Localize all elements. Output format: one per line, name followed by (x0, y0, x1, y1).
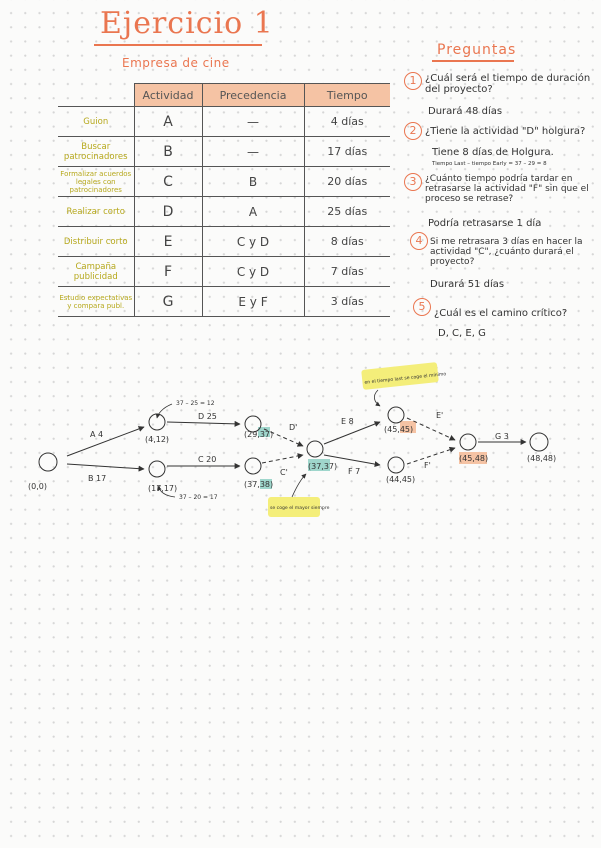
node-label: (17,17) (148, 484, 178, 493)
question-text-4: Si me retrasara 3 días en hacer la actividad "C", ¿cuánto durará el proyecto? (430, 237, 583, 267)
row-activity: B (134, 137, 202, 167)
edge-label: F 7 (348, 467, 361, 476)
note-top: 37 – 25 = 12 (176, 400, 215, 407)
row-precedence: E y F (202, 287, 304, 317)
answer-3: Podría retrasarse 1 día (428, 218, 542, 229)
answer-2-note: Tiempo Last – tiempo Early = 37 – 29 = 8 (432, 161, 547, 167)
row-time: 7 días (304, 257, 390, 287)
node-label: (4,12) (145, 435, 170, 444)
edge-D (167, 422, 240, 424)
edge-label: E' (436, 411, 444, 420)
row-name: Distribuir corto (58, 227, 134, 257)
header-precedence: Precedencia (202, 84, 304, 107)
row-time: 3 días (304, 287, 390, 317)
row-activity: F (134, 257, 202, 287)
node-6 (307, 441, 323, 457)
subtitle: Empresa de cine (122, 56, 230, 70)
edge-A (67, 427, 144, 456)
note-yellow-bottom: se coge el mayor siempre (270, 506, 330, 511)
questions-title: Preguntas (437, 42, 517, 58)
question-text-2: ¿Tiene la actividad "D" holgura? (425, 126, 586, 137)
row-name: Estudio expectativas y compara publ. (58, 287, 134, 317)
question-text-1: ¿Cuál será el tiempo de duración del proyecto? (425, 73, 591, 95)
row-name: Realizar corto (58, 197, 134, 227)
page-title: Ejercicio 1 (100, 6, 274, 41)
header-activity: Actividad (134, 84, 202, 107)
node-7 (388, 407, 404, 423)
row-name: Guion (58, 107, 134, 137)
node-label: (45,48) (459, 454, 489, 463)
question-number-4: 4 (410, 232, 428, 250)
row-precedence: B (202, 167, 304, 197)
row-precedence: A (202, 197, 304, 227)
row-time: 20 días (304, 167, 390, 197)
row-activity: E (134, 227, 202, 257)
node-label: (37,38) (244, 480, 274, 489)
note-yellow-top: en el tiempo last se coge el mínimo (364, 372, 447, 386)
row-name: Campaña publicidad (58, 257, 134, 287)
answer-2: Tiene 8 días de Holgura. (432, 147, 554, 158)
edge-label: F' (424, 461, 431, 470)
question-text-3: ¿Cuánto tiempo podría tardar en retrasarse la actividad "F" sin que el proceso se retrase? (425, 174, 589, 204)
node-1 (39, 453, 57, 471)
node-label: (37,37) (308, 462, 338, 471)
edge-label: B 17 (88, 474, 107, 483)
row-time: 4 días (304, 107, 390, 137)
row-name: Buscar patrocinadores (58, 137, 134, 167)
node-9 (460, 434, 476, 450)
edge-label: D' (289, 423, 298, 432)
node-label: (44,45) (386, 475, 416, 484)
answer-5: D, C, E, G (438, 328, 486, 339)
node-label: (29,37) (244, 430, 274, 439)
row-precedence: C y D (202, 227, 304, 257)
edge-label: A 4 (90, 430, 104, 439)
question-number-2: 2 (404, 122, 422, 140)
row-precedence: C y D (202, 257, 304, 287)
question-number-3: 3 (404, 173, 422, 191)
question-number-1: 1 (404, 72, 422, 90)
row-precedence: — (202, 107, 304, 137)
edge-C-dummy (262, 455, 303, 463)
node-10 (530, 433, 548, 451)
note-arrow-yellow-top (374, 390, 380, 406)
row-time: 17 días (304, 137, 390, 167)
node-label: (48,48) (527, 454, 557, 463)
note-arrow-yellow-bottom (292, 474, 306, 497)
question-text-5: ¿Cuál es el camino crítico? (434, 308, 568, 319)
row-time: 8 días (304, 227, 390, 257)
node-label: (0,0) (28, 482, 47, 491)
question-number-5: 5 (413, 298, 431, 316)
edge-label: G 3 (495, 432, 509, 441)
edge-B (67, 464, 144, 469)
answer-1: Durará 48 días (428, 106, 503, 117)
note-arrow-top (157, 404, 172, 418)
row-activity: C (134, 167, 202, 197)
row-precedence: — (202, 137, 304, 167)
row-time: 25 días (304, 197, 390, 227)
row-activity: D (134, 197, 202, 227)
edge-label: C 20 (198, 455, 217, 464)
node-label: (45,45) (384, 425, 414, 434)
note-bottom: 37 – 20 = 17 (179, 494, 218, 501)
node-5 (245, 458, 261, 474)
edge-label: C' (280, 468, 288, 477)
header-time: Tiempo (304, 84, 390, 107)
row-activity: A (134, 107, 202, 137)
edge-F-dummy (407, 448, 455, 464)
row-activity: G (134, 287, 202, 317)
row-name: Formalizar acuerdos legales con patrocinadores (58, 167, 134, 197)
answer-4: Durará 51 días (430, 279, 505, 290)
node-2 (149, 414, 165, 430)
edge-label: D 25 (198, 412, 217, 421)
node-8 (388, 457, 404, 473)
edge-label: E 8 (341, 417, 354, 426)
node-3 (149, 461, 165, 477)
